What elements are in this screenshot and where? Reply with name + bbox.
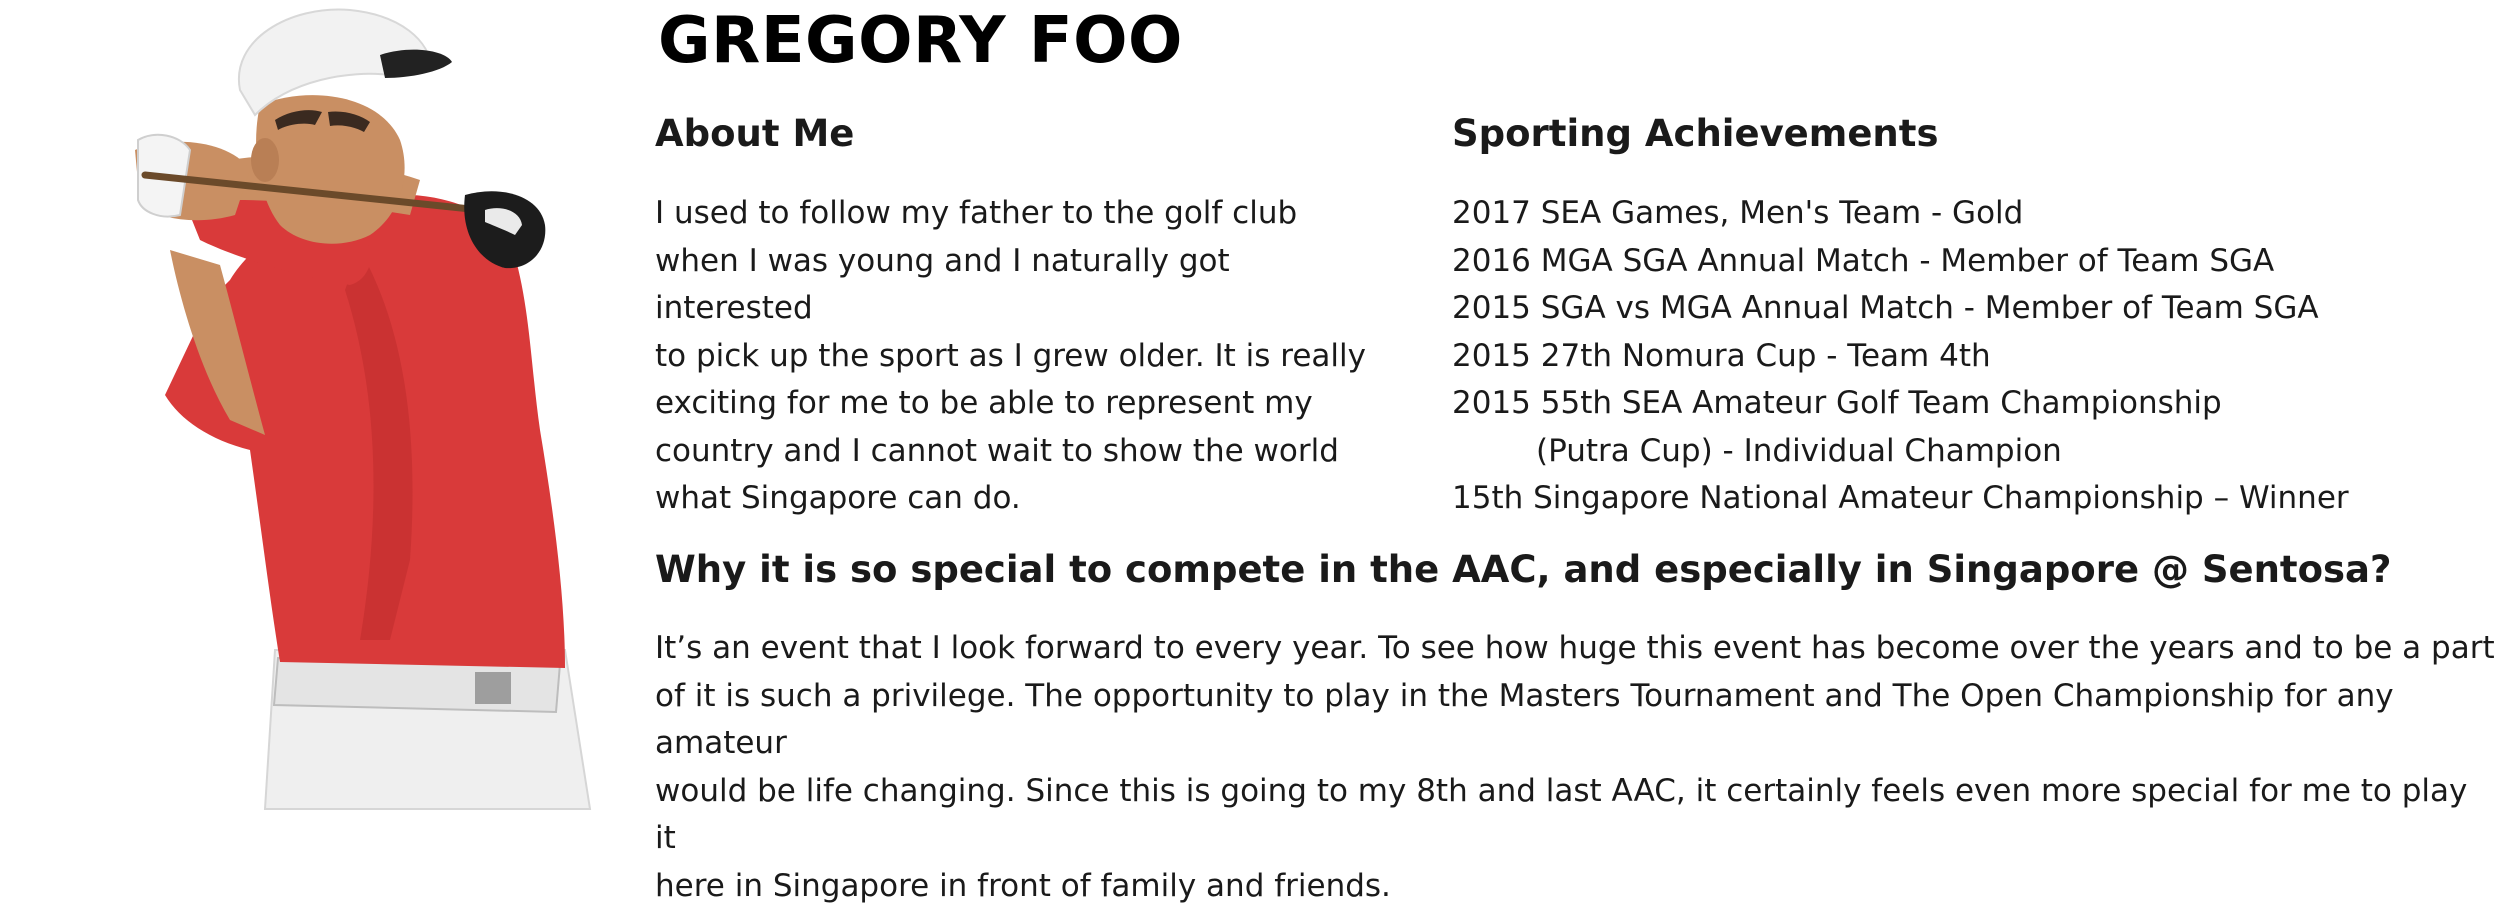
achievement-item: 2015 SGA vs MGA Annual Match - Member of Team SGA bbox=[1452, 285, 2349, 333]
about-line: I used to follow my father to the golf club bbox=[655, 190, 1395, 238]
about-line: what Singapore can do. bbox=[655, 475, 1395, 523]
achievement-item: 15th Singapore National Amateur Championship – Winner bbox=[1452, 475, 2349, 523]
achievements-heading: Sporting Achievements bbox=[1452, 112, 1938, 156]
why-heading: Why it is so special to compete in the AAC, and especially in Singapore @ Sentosa? bbox=[655, 548, 2391, 592]
about-line: to pick up the sport as I grew older. It is really bbox=[655, 333, 1395, 381]
about-line: when I was young and I naturally got interested bbox=[655, 238, 1395, 333]
about-heading: About Me bbox=[655, 112, 854, 156]
why-line: It’s an event that I look forward to every year. To see how huge this event has become over the years and to be a part bbox=[655, 625, 2495, 673]
about-line: exciting for me to be able to represent my bbox=[655, 380, 1395, 428]
achievement-item: 2016 MGA SGA Annual Match - Member of Team SGA bbox=[1452, 238, 2349, 286]
achievement-item: 2017 SEA Games, Men's Team - Gold bbox=[1452, 190, 2349, 238]
why-line: of it is such a privilege. The opportunity to play in the Masters Tournament and The Open Championship for any amateur bbox=[655, 673, 2495, 768]
achievement-item: 2015 55th SEA Amateur Golf Team Championship bbox=[1452, 380, 2349, 428]
why-line: here in Singapore in front of family and friends. bbox=[655, 863, 2495, 910]
why-text bbox=[655, 625, 2495, 910]
about-line: country and I cannot wait to show the world bbox=[655, 428, 1395, 476]
achievement-item-continued: (Putra Cup) - Individual Champion bbox=[1452, 428, 2349, 476]
why-line: would be life changing. Since this is going to my 8th and last AAC, it certainly feels even more special for me to play it bbox=[655, 768, 2495, 863]
achievements-list bbox=[1452, 190, 2349, 523]
athlete-name: GREGORY FOO bbox=[658, 2, 1183, 80]
about-text bbox=[655, 190, 1395, 523]
achievement-item: 2015 27th Nomura Cup - Team 4th bbox=[1452, 333, 2349, 381]
golfer-photo bbox=[60, 0, 620, 809]
